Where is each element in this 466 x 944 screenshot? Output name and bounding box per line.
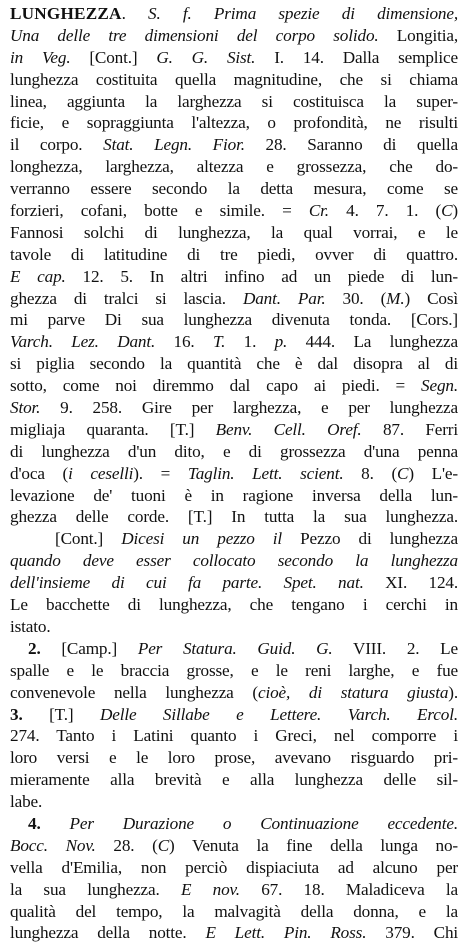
text-line: E cap. 12. 5. In altri infino ad un piede di lun- (10, 266, 458, 286)
text-line: [Cont.] Dicesi un pezzo il Pezzo di lunghezza (55, 529, 458, 549)
text-line: levazione de' tuoni è in ragione inversa della lun- (10, 485, 458, 505)
text-line: linea, aggiunta la larghezza si costituisca la super- (10, 91, 458, 111)
headword: LUNGHEZZA (10, 4, 122, 23)
text-line: Una delle tre dimensioni del corpo solido. Longitia, (10, 25, 458, 45)
text-line: 274. Tanto i Latini quanto i Greci, nel comporre i (10, 726, 458, 746)
text-line: ghezza di tralci si lascia. Dant. Par. 30. (M.) Così (10, 288, 458, 308)
text-line: sotto, come noi diremmo dal capo ai piedi. = Segn. (10, 376, 458, 396)
text-line: Stor. 9. 258. Gire per larghezza, e per lunghezza (10, 398, 458, 418)
text-line: qualità del tempo, la malvagità della donna, e la (10, 901, 458, 921)
text-line: LUNGHEZZA. S. f. Prima spezie di dimensione, (10, 4, 458, 23)
text-line: verranno essere secondo la detta mesura, come se (10, 179, 458, 199)
text-line: il corpo. Stat. Legn. Fior. 28. Saranno di quella (10, 135, 458, 155)
text-line: lunghezza della notte. E Lett. Pin. Ross. 379. Chi (10, 923, 458, 943)
text-line: ghezza delle corde. [T.] In tutta la sua lunghezza. (10, 507, 458, 527)
text-line: la sua lunghezza. E nov. 67. 18. Maladiceva la (10, 879, 458, 899)
text-line: convenevole nella lunghezza (cioè, di statura giusta). (10, 682, 458, 702)
text-line: in Veg. [Cont.] G. G. Sist. I. 14. Dalla semplice (10, 47, 458, 67)
text-line: longhezza, larghezza, altezza e grossezza, che do- (10, 157, 458, 177)
text-line: vella d'Emilia, non perciò dispiaciuta ad alcuno per (10, 857, 458, 877)
text-line: d'oca (i ceselli). = Taglin. Lett. scient. 8. (C) L'e- (10, 463, 458, 483)
text-line: dell'insieme di cui fa parte. Spet. nat. XI. 124. (10, 573, 458, 593)
text-line: loro versi e le loro prose, avevano risguardo pri- (10, 748, 458, 768)
text-line: lunghezza costituita quella magnitudine, che si chiama (10, 69, 458, 89)
text-line: di lunghezza d'un dito, e di grossezza d'una penna (10, 441, 458, 461)
text-line: 4. Per Durazione o Continuazione eccedente. (28, 813, 458, 833)
text-line: spalle e le braccia grosse, e le reni larghe, e fue (10, 660, 458, 680)
text-line: labe. (10, 792, 43, 812)
text-line: forzieri, cofani, botte e simile. = Cr. 4. 7. 1. (C) (10, 201, 458, 221)
text-line: Le bacchette di lunghezza, che tengano i cerchi in (10, 595, 458, 615)
text-line: Fannosi solchi di lunghezza, la qual vorrai, e le (10, 222, 458, 242)
text-line: tavole di latitudine di tre piedi, ovver di quattro. (10, 244, 458, 264)
text-line: quando deve esser collocato secondo la lunghezza (10, 551, 458, 571)
text-line: Bocc. Nov. 28. (C) Venuta la fine della lunga no- (10, 835, 458, 855)
text-line: Varch. Lez. Dant. 16. T. 1. p. 444. La lunghezza (10, 332, 458, 352)
text-line: mieramente alla brevità e alla lunghezza delle sil- (10, 770, 458, 790)
entry-lunghezza (10, 3, 458, 944)
text-line: si piglia secondo la quantità che è dal disopra al di (10, 354, 458, 374)
text-line: ficie, e sopraggiunta l'altezza, o profondità, ne risulti (10, 113, 458, 133)
text-line: migliaja quaranta. [T.] Benv. Cell. Oref. 87. Ferri (10, 419, 458, 439)
text-line: 2. [Camp.] Per Statura. Guid. G. VIII. 2. Le (28, 638, 458, 658)
text-line: 3. [T.] Delle Sillabe e Lettere. Varch. Ercol. (10, 704, 458, 724)
text-line: mi parve Di sua lunghezza divenuta tonda. [Cors.] (10, 310, 458, 330)
text-line: istato. (10, 616, 51, 636)
